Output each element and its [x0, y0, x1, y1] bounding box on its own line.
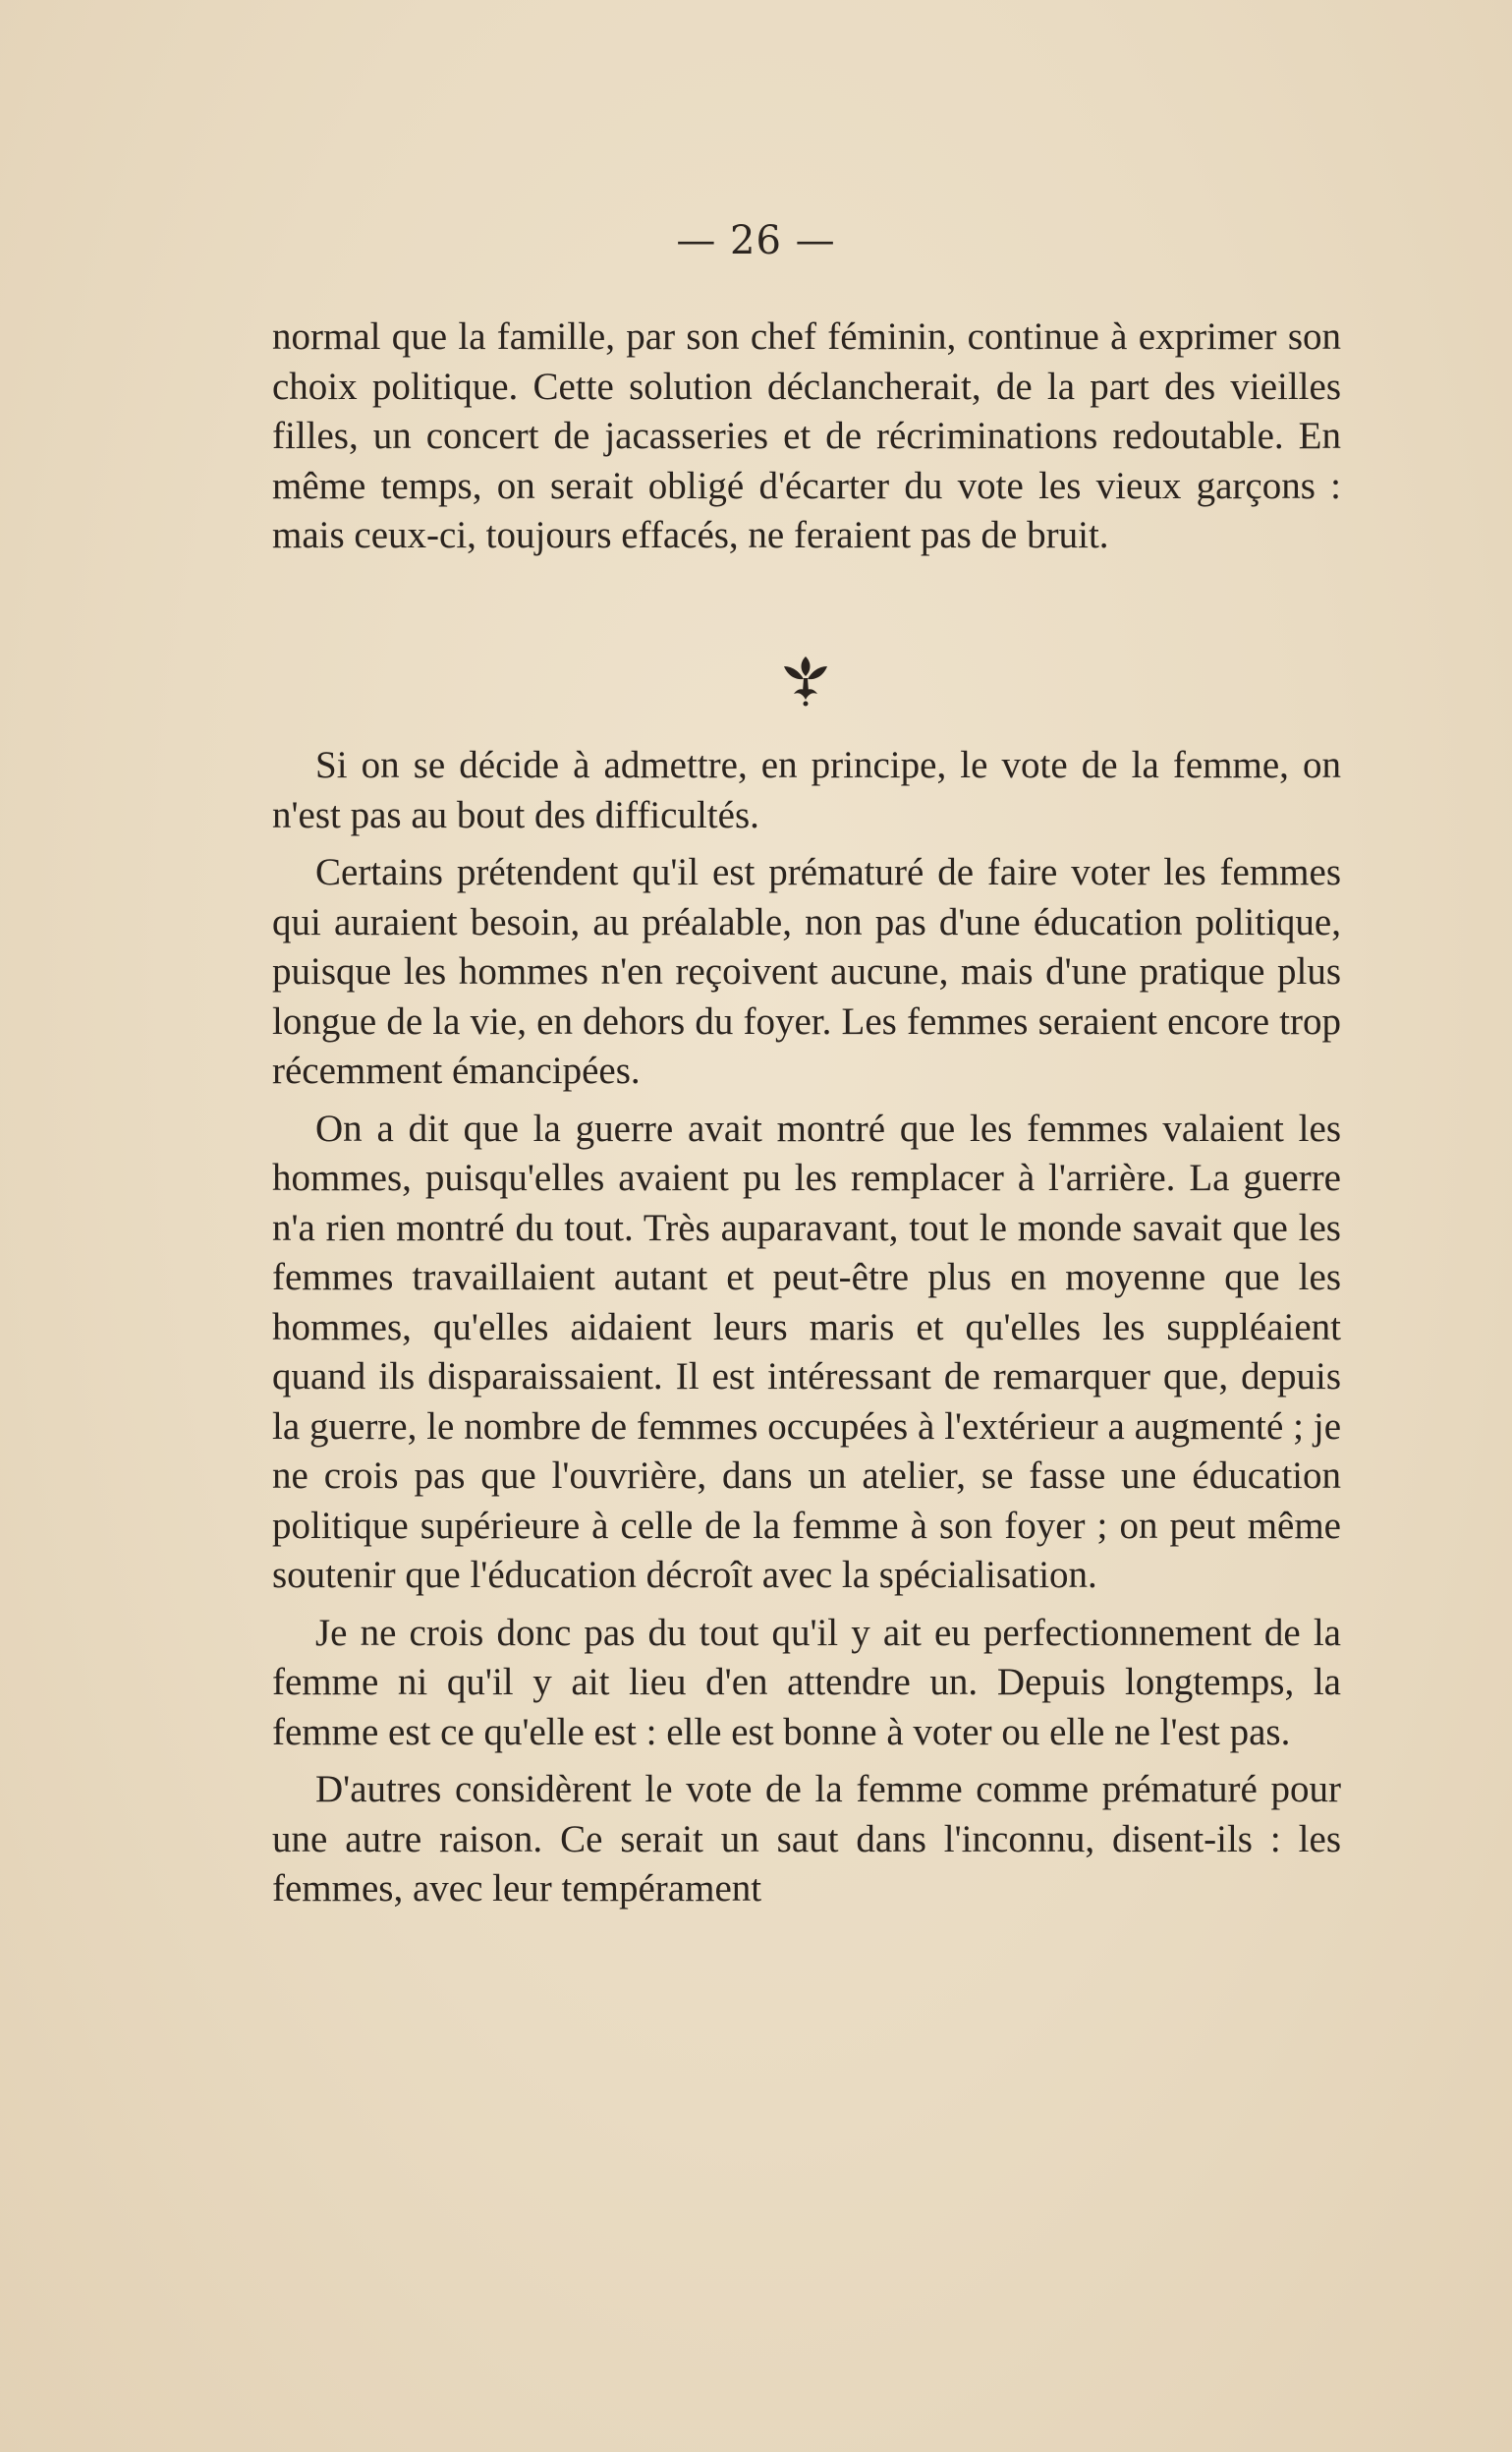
- paragraph-5: D'autres considèrent le vote de la femme comme prématuré pour une autre raison. Ce serait un saut dans l'inconnu, disent-ils : les femmes, avec leur tempérament: [272, 1768, 1341, 1910]
- paragraph-3: On a dit que la guerre avait montré que les femmes valaient les hommes, puisqu'elles avaient pu les remplacer à l'arrière. La guerre n'a rien montré du tout. Très auparavant, tout le monde savait que les femmes travaillaient autant et peut-être plus en moyenne que les hommes, qu'elles aidaient leurs maris et qu'elles les suppléaient quand ils disparaissaient. Il est intéressant de remarquer que, depuis la guerre, le nombre de femmes occupées à l'extérieur a augmenté ; je ne crois pas que l'ouvrière, dans un atelier, se fasse une éducation politique supérieure à celle de la femme à son foyer ; on peut même soutenir que l'éducation décroît avec la spécialisation.: [272, 1107, 1341, 1596]
- paragraph-1: Si on se décide à admettre, en principe, le vote de la femme, on n'est pas au bout des difficultés.: [272, 744, 1341, 836]
- paragraph-continued: normal que la famille, par son chef féminin, continue à exprimer son choix politique. Cette solution déclancherait, de la part des vieilles filles, un concert de jacasseries et de récriminations redoutable. En même temps, on serait obligé d'écarter du vote les vieux garçons : mais ceux-ci, toujours effacés, ne feraient pas de bruit.: [272, 315, 1341, 556]
- main-text-block: [272, 741, 1341, 1922]
- paragraph-2: Certains prétendent qu'il est prématuré de faire voter les femmes qui auraient besoin, au préalable, non pas d'une éducation politique, puisque les hommes n'en reçoivent aucune, mais d'une pratique plus longue de la vie, en dehors du foyer. Les femmes seraient encore trop récemment émancipées.: [272, 851, 1341, 1092]
- page-number: — 26 —: [676, 218, 836, 263]
- continued-paragraph-block: [272, 313, 1341, 561]
- fleuron-icon: [778, 653, 833, 708]
- paragraph-4: Je ne crois donc pas du tout qu'il y ait eu perfectionnement de la femme ni qu'il y ait lieu d'en attendre un. Depuis longtemps, la femme est ce qu'elle est : elle est bonne à voter ou elle ne l'est pas.: [272, 1611, 1341, 1753]
